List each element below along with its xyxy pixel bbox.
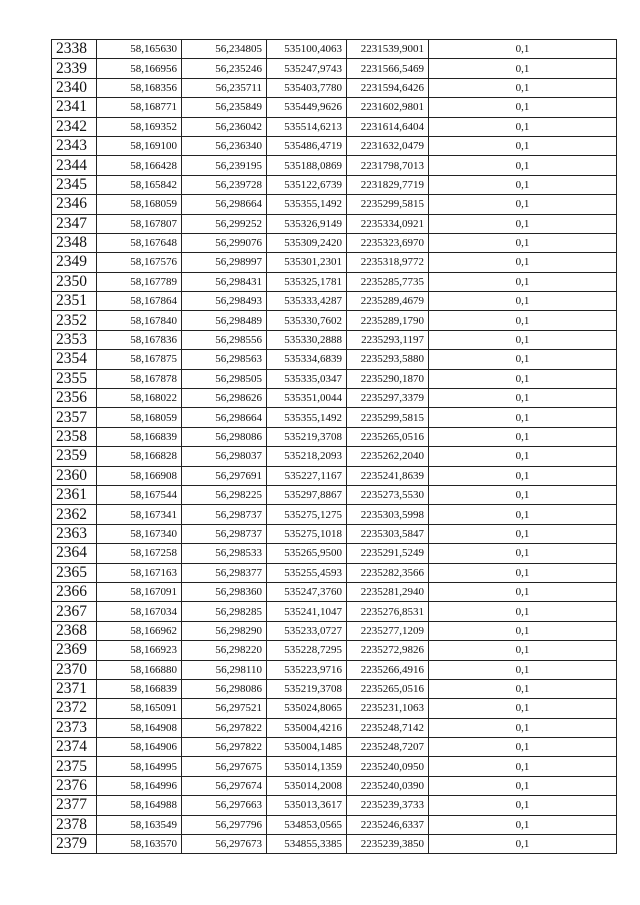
point-number-cell: 2349	[52, 253, 97, 272]
y-coordinate-cell: 2231798,7013	[347, 156, 429, 175]
y-coordinate-cell: 2235293,5880	[347, 350, 429, 369]
longitude-cell: 56,298737	[182, 524, 267, 543]
table-row	[52, 815, 617, 834]
longitude-cell: 56,235246	[182, 59, 267, 78]
latitude-cell: 58,166839	[97, 679, 182, 698]
accuracy-cell: 0,1	[429, 776, 617, 795]
y-coordinate-cell: 2235282,3566	[347, 563, 429, 582]
table-row	[52, 330, 617, 349]
y-coordinate-cell: 2235277,1209	[347, 621, 429, 640]
x-coordinate-cell: 535301,2301	[267, 253, 347, 272]
latitude-cell: 58,168059	[97, 408, 182, 427]
x-coordinate-cell: 535223,9716	[267, 660, 347, 679]
table-row	[52, 233, 617, 252]
point-number-cell: 2347	[52, 214, 97, 233]
y-coordinate-cell: 2235290,1870	[347, 369, 429, 388]
longitude-cell: 56,239195	[182, 156, 267, 175]
accuracy-cell: 0,1	[429, 272, 617, 291]
accuracy-cell: 0,1	[429, 175, 617, 194]
longitude-cell: 56,298664	[182, 408, 267, 427]
y-coordinate-cell: 2231602,9801	[347, 98, 429, 117]
point-number-cell: 2362	[52, 505, 97, 524]
latitude-cell: 58,164988	[97, 796, 182, 815]
table-row	[52, 641, 617, 660]
longitude-cell: 56,297663	[182, 796, 267, 815]
x-coordinate-cell: 535228,7295	[267, 641, 347, 660]
x-coordinate-cell: 535486,4719	[267, 136, 347, 155]
longitude-cell: 56,298377	[182, 563, 267, 582]
x-coordinate-cell: 535326,9149	[267, 214, 347, 233]
accuracy-cell: 0,1	[429, 369, 617, 388]
table-row	[52, 582, 617, 601]
point-number-cell: 2378	[52, 815, 97, 834]
table-row	[52, 389, 617, 408]
accuracy-cell: 0,1	[429, 563, 617, 582]
latitude-cell: 58,164996	[97, 776, 182, 795]
y-coordinate-cell: 2235334,0921	[347, 214, 429, 233]
y-coordinate-cell: 2235276,8531	[347, 602, 429, 621]
point-number-cell: 2364	[52, 544, 97, 563]
point-number-cell: 2377	[52, 796, 97, 815]
table-row	[52, 447, 617, 466]
point-number-cell: 2363	[52, 524, 97, 543]
point-number-cell: 2359	[52, 447, 97, 466]
y-coordinate-cell: 2235248,7142	[347, 718, 429, 737]
longitude-cell: 56,297521	[182, 699, 267, 718]
x-coordinate-cell: 535330,7602	[267, 311, 347, 330]
latitude-cell: 58,166956	[97, 59, 182, 78]
latitude-cell: 58,167875	[97, 350, 182, 369]
accuracy-cell: 0,1	[429, 40, 617, 59]
y-coordinate-cell: 2235323,6970	[347, 233, 429, 252]
latitude-cell: 58,167576	[97, 253, 182, 272]
table-row	[52, 602, 617, 621]
accuracy-cell: 0,1	[429, 815, 617, 834]
accuracy-cell: 0,1	[429, 253, 617, 272]
longitude-cell: 56,297796	[182, 815, 267, 834]
longitude-cell: 56,298556	[182, 330, 267, 349]
accuracy-cell: 0,1	[429, 679, 617, 698]
table-row	[52, 272, 617, 291]
y-coordinate-cell: 2235241,8639	[347, 466, 429, 485]
x-coordinate-cell: 535297,8867	[267, 485, 347, 504]
point-number-cell: 2344	[52, 156, 97, 175]
longitude-cell: 56,298037	[182, 447, 267, 466]
point-number-cell: 2368	[52, 621, 97, 640]
longitude-cell: 56,298664	[182, 195, 267, 214]
longitude-cell: 56,297691	[182, 466, 267, 485]
accuracy-cell: 0,1	[429, 389, 617, 408]
table-row	[52, 699, 617, 718]
point-number-cell: 2376	[52, 776, 97, 795]
latitude-cell: 58,164908	[97, 718, 182, 737]
y-coordinate-cell: 2235239,3733	[347, 796, 429, 815]
y-coordinate-cell: 2235248,7207	[347, 738, 429, 757]
x-coordinate-cell: 535309,2420	[267, 233, 347, 252]
longitude-cell: 56,298505	[182, 369, 267, 388]
latitude-cell: 58,166923	[97, 641, 182, 660]
y-coordinate-cell: 2235240,0950	[347, 757, 429, 776]
x-coordinate-cell: 535351,0044	[267, 389, 347, 408]
x-coordinate-cell: 535219,3708	[267, 679, 347, 698]
longitude-cell: 56,298290	[182, 621, 267, 640]
x-coordinate-cell: 535100,4063	[267, 40, 347, 59]
x-coordinate-cell: 535122,6739	[267, 175, 347, 194]
table-row	[52, 544, 617, 563]
point-number-cell: 2365	[52, 563, 97, 582]
latitude-cell: 58,167840	[97, 311, 182, 330]
x-coordinate-cell: 535014,2008	[267, 776, 347, 795]
accuracy-cell: 0,1	[429, 447, 617, 466]
longitude-cell: 56,298493	[182, 292, 267, 311]
latitude-cell: 58,167340	[97, 524, 182, 543]
x-coordinate-cell: 534855,3385	[267, 835, 347, 854]
latitude-cell: 58,165630	[97, 40, 182, 59]
latitude-cell: 58,167807	[97, 214, 182, 233]
table-row	[52, 253, 617, 272]
longitude-cell: 56,298110	[182, 660, 267, 679]
latitude-cell: 58,166839	[97, 427, 182, 446]
x-coordinate-cell: 535335,0347	[267, 369, 347, 388]
point-number-cell: 2352	[52, 311, 97, 330]
longitude-cell: 56,235849	[182, 98, 267, 117]
accuracy-cell: 0,1	[429, 641, 617, 660]
y-coordinate-cell: 2235265,0516	[347, 679, 429, 698]
x-coordinate-cell: 535325,1781	[267, 272, 347, 291]
point-number-cell: 2342	[52, 117, 97, 136]
accuracy-cell: 0,1	[429, 136, 617, 155]
y-coordinate-cell: 2235293,1197	[347, 330, 429, 349]
accuracy-cell: 0,1	[429, 544, 617, 563]
latitude-cell: 58,163549	[97, 815, 182, 834]
x-coordinate-cell: 535233,0727	[267, 621, 347, 640]
point-number-cell: 2375	[52, 757, 97, 776]
table-row	[52, 292, 617, 311]
latitude-cell: 58,168022	[97, 389, 182, 408]
point-number-cell: 2369	[52, 641, 97, 660]
point-number-cell: 2343	[52, 136, 97, 155]
point-number-cell: 2339	[52, 59, 97, 78]
y-coordinate-cell: 2235272,9826	[347, 641, 429, 660]
y-coordinate-cell: 2231566,5469	[347, 59, 429, 78]
x-coordinate-cell: 535449,9626	[267, 98, 347, 117]
x-coordinate-cell: 535247,9743	[267, 59, 347, 78]
latitude-cell: 58,166962	[97, 621, 182, 640]
accuracy-cell: 0,1	[429, 156, 617, 175]
latitude-cell: 58,168356	[97, 78, 182, 97]
table-row	[52, 757, 617, 776]
table-row	[52, 369, 617, 388]
latitude-cell: 58,167864	[97, 292, 182, 311]
table-row	[52, 466, 617, 485]
latitude-cell: 58,168771	[97, 98, 182, 117]
longitude-cell: 56,298431	[182, 272, 267, 291]
longitude-cell: 56,297822	[182, 738, 267, 757]
x-coordinate-cell: 535247,3760	[267, 582, 347, 601]
point-number-cell: 2370	[52, 660, 97, 679]
x-coordinate-cell: 535227,1167	[267, 466, 347, 485]
accuracy-cell: 0,1	[429, 311, 617, 330]
accuracy-cell: 0,1	[429, 699, 617, 718]
longitude-cell: 56,298086	[182, 427, 267, 446]
y-coordinate-cell: 2235299,5815	[347, 195, 429, 214]
accuracy-cell: 0,1	[429, 195, 617, 214]
table-row	[52, 175, 617, 194]
latitude-cell: 58,165091	[97, 699, 182, 718]
y-coordinate-cell: 2235273,5530	[347, 485, 429, 504]
table-row	[52, 524, 617, 543]
table-row	[52, 679, 617, 698]
accuracy-cell: 0,1	[429, 757, 617, 776]
point-number-cell: 2367	[52, 602, 97, 621]
table-row	[52, 563, 617, 582]
latitude-cell: 58,167878	[97, 369, 182, 388]
longitude-cell: 56,297674	[182, 776, 267, 795]
table-row	[52, 776, 617, 795]
x-coordinate-cell: 535255,4593	[267, 563, 347, 582]
point-number-cell: 2353	[52, 330, 97, 349]
latitude-cell: 58,165842	[97, 175, 182, 194]
accuracy-cell: 0,1	[429, 524, 617, 543]
longitude-cell: 56,239728	[182, 175, 267, 194]
accuracy-cell: 0,1	[429, 466, 617, 485]
table-row	[52, 40, 617, 59]
longitude-cell: 56,298220	[182, 641, 267, 660]
y-coordinate-cell: 2235303,5847	[347, 524, 429, 543]
latitude-cell: 58,167648	[97, 233, 182, 252]
table-row	[52, 485, 617, 504]
longitude-cell: 56,298360	[182, 582, 267, 601]
latitude-cell: 58,167544	[97, 485, 182, 504]
latitude-cell: 58,167091	[97, 582, 182, 601]
y-coordinate-cell: 2235262,2040	[347, 447, 429, 466]
y-coordinate-cell: 2235246,6337	[347, 815, 429, 834]
x-coordinate-cell: 535219,3708	[267, 427, 347, 446]
point-number-cell: 2346	[52, 195, 97, 214]
point-number-cell: 2354	[52, 350, 97, 369]
table-row	[52, 214, 617, 233]
longitude-cell: 56,298997	[182, 253, 267, 272]
x-coordinate-cell: 535275,1275	[267, 505, 347, 524]
longitude-cell: 56,298489	[182, 311, 267, 330]
accuracy-cell: 0,1	[429, 718, 617, 737]
accuracy-cell: 0,1	[429, 214, 617, 233]
y-coordinate-cell: 2235240,0390	[347, 776, 429, 795]
latitude-cell: 58,167836	[97, 330, 182, 349]
latitude-cell: 58,167789	[97, 272, 182, 291]
accuracy-cell: 0,1	[429, 738, 617, 757]
latitude-cell: 58,166908	[97, 466, 182, 485]
point-number-cell: 2345	[52, 175, 97, 194]
x-coordinate-cell: 535403,7780	[267, 78, 347, 97]
y-coordinate-cell: 2235281,2940	[347, 582, 429, 601]
table-row	[52, 156, 617, 175]
longitude-cell: 56,235711	[182, 78, 267, 97]
accuracy-cell: 0,1	[429, 582, 617, 601]
table-row	[52, 660, 617, 679]
point-number-cell: 2357	[52, 408, 97, 427]
longitude-cell: 56,298533	[182, 544, 267, 563]
latitude-cell: 58,166828	[97, 447, 182, 466]
point-number-cell: 2351	[52, 292, 97, 311]
latitude-cell: 58,163570	[97, 835, 182, 854]
coordinates-table	[51, 39, 617, 854]
latitude-cell: 58,167258	[97, 544, 182, 563]
y-coordinate-cell: 2235285,7735	[347, 272, 429, 291]
point-number-cell: 2350	[52, 272, 97, 291]
y-coordinate-cell: 2235289,4679	[347, 292, 429, 311]
point-number-cell: 2372	[52, 699, 97, 718]
x-coordinate-cell: 535013,3617	[267, 796, 347, 815]
accuracy-cell: 0,1	[429, 117, 617, 136]
accuracy-cell: 0,1	[429, 660, 617, 679]
accuracy-cell: 0,1	[429, 59, 617, 78]
x-coordinate-cell: 535334,6839	[267, 350, 347, 369]
table-row	[52, 98, 617, 117]
table-row	[52, 408, 617, 427]
latitude-cell: 58,169100	[97, 136, 182, 155]
x-coordinate-cell: 535004,1485	[267, 738, 347, 757]
point-number-cell: 2366	[52, 582, 97, 601]
y-coordinate-cell: 2231614,6404	[347, 117, 429, 136]
longitude-cell: 56,297673	[182, 835, 267, 854]
table-row	[52, 505, 617, 524]
table-row	[52, 78, 617, 97]
point-number-cell: 2360	[52, 466, 97, 485]
accuracy-cell: 0,1	[429, 505, 617, 524]
latitude-cell: 58,166428	[97, 156, 182, 175]
latitude-cell: 58,169352	[97, 117, 182, 136]
latitude-cell: 58,167034	[97, 602, 182, 621]
accuracy-cell: 0,1	[429, 292, 617, 311]
longitude-cell: 56,298563	[182, 350, 267, 369]
longitude-cell: 56,299252	[182, 214, 267, 233]
longitude-cell: 56,234805	[182, 40, 267, 59]
accuracy-cell: 0,1	[429, 835, 617, 854]
y-coordinate-cell: 2235289,1790	[347, 311, 429, 330]
point-number-cell: 2340	[52, 78, 97, 97]
y-coordinate-cell: 2235318,9772	[347, 253, 429, 272]
accuracy-cell: 0,1	[429, 98, 617, 117]
x-coordinate-cell: 535275,1018	[267, 524, 347, 543]
table-row	[52, 718, 617, 737]
point-number-cell: 2371	[52, 679, 97, 698]
y-coordinate-cell: 2235266,4916	[347, 660, 429, 679]
longitude-cell: 56,236042	[182, 117, 267, 136]
latitude-cell: 58,167341	[97, 505, 182, 524]
y-coordinate-cell: 2235239,3850	[347, 835, 429, 854]
x-coordinate-cell: 535355,1492	[267, 195, 347, 214]
table-row	[52, 117, 617, 136]
y-coordinate-cell: 2231829,7719	[347, 175, 429, 194]
longitude-cell: 56,298737	[182, 505, 267, 524]
accuracy-cell: 0,1	[429, 796, 617, 815]
latitude-cell: 58,167163	[97, 563, 182, 582]
y-coordinate-cell: 2235299,5815	[347, 408, 429, 427]
point-number-cell: 2361	[52, 485, 97, 504]
accuracy-cell: 0,1	[429, 427, 617, 446]
x-coordinate-cell: 535004,4216	[267, 718, 347, 737]
accuracy-cell: 0,1	[429, 330, 617, 349]
table-row	[52, 621, 617, 640]
y-coordinate-cell: 2235303,5998	[347, 505, 429, 524]
y-coordinate-cell: 2235231,1063	[347, 699, 429, 718]
latitude-cell: 58,166880	[97, 660, 182, 679]
accuracy-cell: 0,1	[429, 408, 617, 427]
longitude-cell: 56,298285	[182, 602, 267, 621]
y-coordinate-cell: 2235291,5249	[347, 544, 429, 563]
y-coordinate-cell: 2235297,3379	[347, 389, 429, 408]
longitude-cell: 56,298626	[182, 389, 267, 408]
latitude-cell: 58,164995	[97, 757, 182, 776]
x-coordinate-cell: 535330,2888	[267, 330, 347, 349]
table-row	[52, 59, 617, 78]
x-coordinate-cell: 535333,4287	[267, 292, 347, 311]
x-coordinate-cell: 535265,9500	[267, 544, 347, 563]
x-coordinate-cell: 535188,0869	[267, 156, 347, 175]
accuracy-cell: 0,1	[429, 350, 617, 369]
latitude-cell: 58,164906	[97, 738, 182, 757]
table-row	[52, 311, 617, 330]
point-number-cell: 2355	[52, 369, 97, 388]
table-row	[52, 350, 617, 369]
coordinates-table-body	[52, 40, 617, 854]
x-coordinate-cell: 535024,8065	[267, 699, 347, 718]
point-number-cell: 2348	[52, 233, 97, 252]
x-coordinate-cell: 535241,1047	[267, 602, 347, 621]
longitude-cell: 56,299076	[182, 233, 267, 252]
x-coordinate-cell: 534853,0565	[267, 815, 347, 834]
table-row	[52, 427, 617, 446]
y-coordinate-cell: 2231594,6426	[347, 78, 429, 97]
accuracy-cell: 0,1	[429, 78, 617, 97]
accuracy-cell: 0,1	[429, 485, 617, 504]
y-coordinate-cell: 2231539,9001	[347, 40, 429, 59]
longitude-cell: 56,236340	[182, 136, 267, 155]
table-row	[52, 195, 617, 214]
x-coordinate-cell: 535514,6213	[267, 117, 347, 136]
y-coordinate-cell: 2231632,0479	[347, 136, 429, 155]
x-coordinate-cell: 535355,1492	[267, 408, 347, 427]
table-row	[52, 835, 617, 854]
longitude-cell: 56,297675	[182, 757, 267, 776]
table-row	[52, 738, 617, 757]
table-row	[52, 136, 617, 155]
accuracy-cell: 0,1	[429, 621, 617, 640]
accuracy-cell: 0,1	[429, 602, 617, 621]
x-coordinate-cell: 535218,2093	[267, 447, 347, 466]
point-number-cell: 2379	[52, 835, 97, 854]
accuracy-cell: 0,1	[429, 233, 617, 252]
point-number-cell: 2373	[52, 718, 97, 737]
point-number-cell: 2338	[52, 40, 97, 59]
point-number-cell: 2341	[52, 98, 97, 117]
point-number-cell: 2374	[52, 738, 97, 757]
point-number-cell: 2356	[52, 389, 97, 408]
table-row	[52, 796, 617, 815]
latitude-cell: 58,168059	[97, 195, 182, 214]
longitude-cell: 56,297822	[182, 718, 267, 737]
x-coordinate-cell: 535014,1359	[267, 757, 347, 776]
longitude-cell: 56,298225	[182, 485, 267, 504]
point-number-cell: 2358	[52, 427, 97, 446]
y-coordinate-cell: 2235265,0516	[347, 427, 429, 446]
longitude-cell: 56,298086	[182, 679, 267, 698]
